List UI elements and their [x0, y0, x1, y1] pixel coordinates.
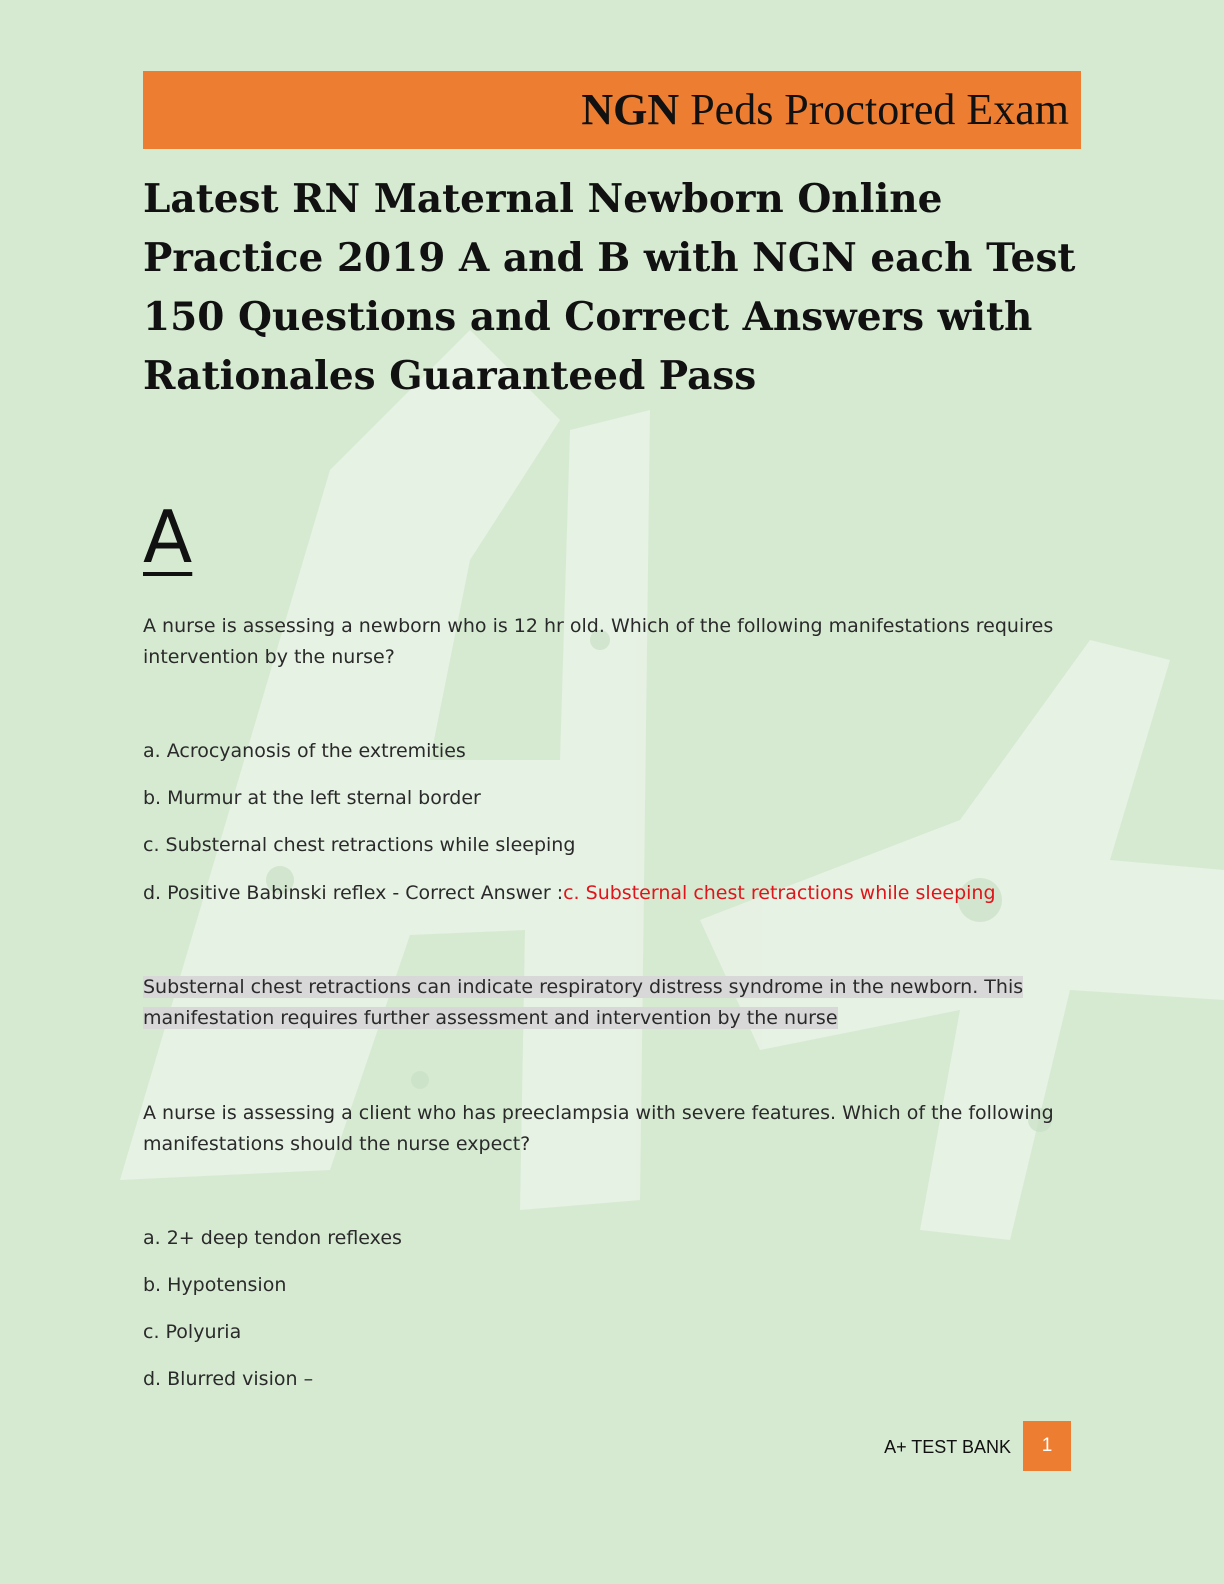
question-1-option-d-row	[143, 878, 996, 909]
question-2-option-d: d. Blurred vision –	[143, 1368, 314, 1390]
header-title-rest: Peds Proctored Exam	[679, 85, 1069, 134]
section-letter: A	[143, 495, 193, 579]
question-1-option-d: d. Positive Babinski reflex - Correct Answer :	[143, 882, 564, 904]
question-1-stem: A nurse is assessing a newborn who is 12 hr old. Which of the following manifestations requires intervention by the nurse?	[143, 615, 1054, 668]
footer-label: A+ TEST BANK	[884, 1437, 1011, 1457]
document-title: Latest RN Maternal Newborn Online Practice 2019 A and B with NGN each Test 150 Questions and Correct Answers with Rationales Guaranteed Pass	[143, 176, 1076, 399]
question-1-option-a: a. Acrocyanosis of the extremities	[143, 740, 466, 762]
question-1-rationale	[143, 972, 1073, 1034]
rationale-highlight: Substernal chest retractions can indicate respiratory distress syndrome in the newborn. This manifestation requires further assessment and intervention by the nurse	[143, 976, 1024, 1029]
question-1-option-c: c. Substernal chest retractions while sleeping	[143, 834, 576, 856]
question-1-correct-answer: c. Substernal chest retractions while sleeping	[563, 882, 996, 904]
question-2-stem: A nurse is assessing a client who has preeclampsia with severe features. Which of the following manifestations should the nurse expect?	[143, 1102, 1054, 1155]
question-1-option-b: b. Murmur at the left sternal border	[143, 787, 481, 809]
question-2-option-b: b. Hypotension	[143, 1274, 287, 1296]
page-number-badge: 1	[1023, 1421, 1071, 1471]
header-banner	[143, 71, 1081, 149]
header-title-bold: NGN	[581, 85, 680, 134]
question-2-option-a: a. 2+ deep tendon reflexes	[143, 1227, 402, 1249]
question-2-option-c: c. Polyuria	[143, 1321, 242, 1343]
